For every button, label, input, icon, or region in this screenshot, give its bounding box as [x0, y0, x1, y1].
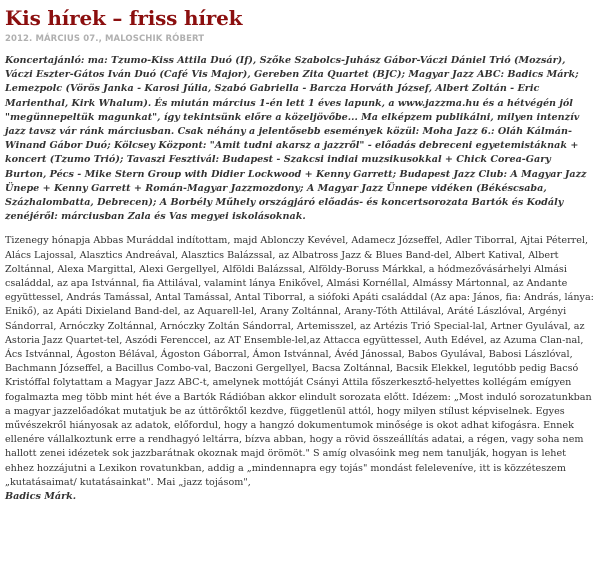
article-body — [5, 234, 594, 504]
article-signature: Badics Márk. — [5, 491, 77, 503]
article-title[interactable]: Kis hírek – friss hírek — [5, 6, 243, 30]
article-lead: Koncertajánló: ma: Tzumo-Kiss Attila Duó (If), Szőke Szabolcs-Juhász Gábor-Váczi Dániel Trió (Mozsár), Váczi Eszter-Gátos Iván Duó (Café Vis Major), Gereben Zita Quartet (BJC); Magyar Jazz ABC: Badics Márk; Lemezpolc (Vörös Janka - Karosi Júlia, Szabó Gabriella - Barcza Horváth József, Albert Zoltán - Eric Marienthal, Kirk Whalum). És miután március 1-én lett 1 éves lapunk, a www.jazzma.hu és a hétvégén jól "megünnepeltük magunkat", így tekintsünk előre a közeljövőbe... Ma elképzem publikálni, milyen intenzív jazz tavsz vár ránk márciusban. Csak néhány a jelentősebb események közül: Moha Jazz 6.: Oláh Kálmán-Winand Gábor Duó; Kölcsey Központ: "Amit tudni akarsz a jazzről" - előadás debreceni egyetemistáknak + koncert (Tzumo Trió); Tavaszi Fesztivál: Budapest - Szakcsi indiai muzsikusokkal + Chick Corea-Gary Burton, Pécs - Mike Stern Group with Didier Lockwood + Kenny Garrett; Budapest Jazz Club: A Magyar Jazz Ünepe + Kenny Garrett + Román-Magyar Jazzmozdony; A Magyar Jazz Ünnepe vidéken (Békéscsaba, Százhalombatta, Debrecen); A Borbély Műhely országjáró előadás- és koncertsorozata Bartók és Kodály zenéjéről: márciusban Zala és Vas megyei iskolásoknak. — [5, 55, 587, 223]
article-byline: 2012. MÁRCIUS 07., MALOSCHIK RÓBERT — [5, 34, 205, 44]
article-body-text: Tizenegy hónapja Abbas Muráddal indítottam, majd Ablonczy Kevével, Adamecz Józseffel, Adler Tiborral, Ajtai Péterrel, Alács Lajossal, Alasztics Andreával, Alasztics Balázssal, az Albatross Jazz & Blues Band-del, Albert Katival, Albert Zoltánnal, Alexa Margittal, Alexi Gergellyel, Alföldi Balázssal, Alföldy-Boruss Márkkal, a hódmezővásárhelyi Almási családdal, az apa Istvánnal, fia Attilával, valamint lánya Enikővel, Almási Kornéllal, Almássy Mártonnal, az Andante együttessel, András Tamással, Antal Tamással, Antal Tiborral, a siófoki Apáti családdal (Az apa: János, fia: András, lánya: Enikő), az Apáti Dixieland Band-del, az Aquarell-lel, Arany Zoltánnal, Arany-Tóth Attilával, Aráté Lászlóval, Argényi Sándorral, Arnóczky Zoltánnal, Arnóczky Zoltán Sándorral, Artemisszel, az Artézis Trió Special-lal, Artner Gyulával, az Astoria Jazz Quartet-tel, Aszódi Ferenccel, az AT Ensemble-lel,az Attacca együttessel, Auth Edével, az Azuma Clan-nal, Ács Istvánnal, Ágoston Bélával, Ágoston Gáborral, Ámon Istvánnal, Ávéd Jánossal, Babos Gyulával, Babosi Lászlóval, Bachmann Józseffel, a Bacillus Combo-val, Baczoni Gergellyel, Bacsa Zoltánnal, Bacsik Elekkel, legutóbb pedig Bacsó Kristóffal folytattam a Magyar Jazz ABC-t, amelynek mottóját Csányi Attila főszerkesztő-helyettes kollégám emígyen fogalmazta meg több mint hét éve a Bartók Rádióban akkor elindult sorozata előtt. Idézem: „Most induló sorozatunkban a magyar jazzelőadókat mutatjuk be az úttörőktől kezdve, függetlenül attól, hogy milyen stílust képviselnek. Egyes művészekről hiányosak az adatok, előfordul, hogy a hangzó dokumentumok minősége is okot adhat kifogásra. Ennek ellenére vállalkoztunk erre a rendhagyó leltárra, bízva abban, hogy a rövid összeállítás adatai, a régen, vagy soha nem hallott zenei idézetek sok jazzbarátnak okoznak majd örömöt." S amíg olvasóink meg nem tanulják, hogyan is lehet ehhez hozzájutni a Lexikon rovatunkban, addig a „mindennapra egy tojás" mondást feleleveníve, itt is közzéteszem „kutatásaimat/ kutatásainkat". Mai „jazz tojásom", — [5, 235, 594, 488]
